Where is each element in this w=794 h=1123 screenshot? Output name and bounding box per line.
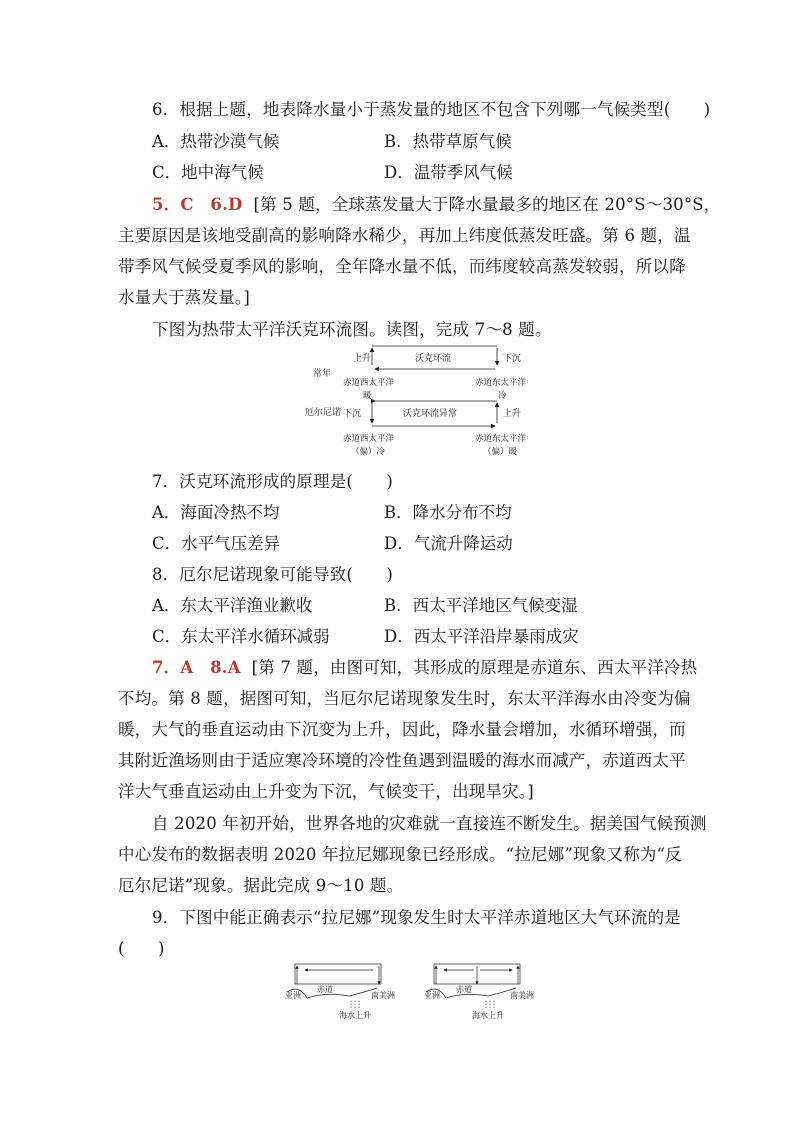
q7-option-d: D．气流升降运动: [384, 534, 513, 553]
intro-7-8: 下图为热带太平洋沃克环流图。读图，完成 7～8 题。: [152, 320, 552, 339]
label-west-2: 赤道西太平洋: [343, 434, 395, 444]
q6-stem: 6．根据上题，地表降水量小于蒸发量的地区不包含下列哪一气候类型( ): [152, 100, 711, 119]
label-walker-name: 沃克环流: [415, 354, 452, 364]
label-sink-1: 下沉: [503, 354, 522, 364]
answer-5-6-line3: 带季风气候受夏季风的影响，全年降水量不低，而纬度较高蒸发较弱，所以降: [118, 257, 686, 276]
answer-5-6-line2: 主要原因是该地受副高的影响降水稀少，再加上纬度低蒸发旺盛。第 6 题，温: [118, 226, 691, 245]
label-east-2: 赤道东太平洋: [475, 434, 527, 444]
answer-7-8-line4: 其附近渔场则由于适应寒冷环境的冷性鱼遇到温暖的海水而减产，赤道西太平: [118, 751, 686, 770]
label-upwelling: 海水上升: [472, 1011, 504, 1020]
q7-option-b: B．降水分布不均: [384, 503, 512, 522]
q6-option-a: A．热带沙漠气候: [152, 132, 280, 151]
label-equator: 赤道: [456, 985, 472, 994]
answer-text: [第 5 题，全球蒸发量大于降水量最多的地区在 20°S～30°S，: [253, 195, 721, 214]
q8-option-c: C．东太平洋水循环减弱: [152, 627, 330, 646]
circulation-box: [295, 964, 381, 984]
q9-stem: 9．下图中能正确表示“拉尼娜”现象发生时太平洋赤道地区大气环流的是: [152, 908, 681, 927]
label-south-america: 南美洲: [510, 991, 534, 1000]
q7-option-a: A．海面冷热不均: [152, 503, 280, 522]
answer-5-6-line4: 水量大于蒸发量。]: [118, 288, 250, 307]
label-east-1: 赤道东太平洋: [475, 378, 527, 388]
q7-option-c: C．水平气压差异: [152, 534, 281, 553]
label-normal: 常年: [313, 369, 332, 379]
answer-text: [第 7 题，由图可知，其形成的原理是赤道东、西太平洋冷热: [251, 658, 698, 677]
label-south-america: 南美洲: [371, 991, 395, 1000]
intro-9-10-line1: 自 2020 年初开始，世界各地的灾难就一直接连不断发生。据美国气候预测: [152, 814, 707, 833]
walker-circulation-diagram: [305, 343, 545, 458]
answer-key: 5．C 6.D: [152, 195, 243, 214]
answer-key: 7．A 8.A: [152, 658, 241, 677]
label-rise-1: 上升: [353, 354, 372, 364]
label-west-1: 赤道西太平洋: [343, 378, 395, 388]
intro-9-10-line2: 中心发布的数据表明 2020 年拉尼娜现象已经形成。“拉尼娜”现象又称为“反: [118, 845, 682, 864]
label-cold-1: 冷: [498, 391, 507, 401]
label-sink-2: 下沉: [343, 409, 362, 419]
answer-7-8-line5: 洋大气垂直运动由上升变为下沉，气候变干，出现旱灾。]: [118, 782, 534, 801]
intro-9-10-line3: 厄尔尼诺”现象。据此完成 9～10 题。: [118, 876, 404, 895]
answer-7-8: [152, 654, 697, 678]
label-warm-1: 暖: [363, 391, 372, 401]
q9-bracket: ( ): [118, 939, 165, 958]
label-rise-2: 上升: [503, 409, 522, 419]
label-equator: 赤道: [317, 985, 333, 994]
q8-stem: 8．厄尔尼诺现象可能导致( ): [152, 565, 394, 584]
label-elnino: 厄尔尼诺: [305, 408, 342, 418]
q6-option-b: B．热带草原气候: [384, 132, 512, 151]
q6-option-c: C．地中海气候: [152, 163, 264, 182]
answer-7-8-line2: 不均。第 8 题，据图可知，当厄尔尼诺现象发生时，东太平洋海水由冷变为偏: [118, 689, 691, 708]
q8-option-a: A．东太平洋渔业歉收: [152, 596, 313, 615]
label-walker-abnormal: 沃克环流异常: [403, 409, 458, 419]
label-east-2b: （偏）暖: [483, 447, 518, 457]
answer-5-6: [152, 191, 721, 215]
label-west-2b: （偏）冷: [351, 447, 386, 457]
q6-option-d: D．温带季风气候: [384, 163, 513, 182]
q8-option-d: D．西太平洋沿岸暴雨成灾: [384, 627, 579, 646]
q7-stem: 7．沃克环流形成的原理是( ): [152, 472, 394, 491]
lanina-diagram-a: [285, 962, 405, 1022]
lanina-diagram-b: [424, 962, 544, 1022]
answer-7-8-line3: 暖，大气的垂直运动由下沉变为上升，因此，降水量会增加，水循环增强，而: [118, 720, 686, 739]
label-upwelling: 海水上升: [339, 1011, 371, 1020]
label-asia: 亚洲: [424, 991, 440, 1000]
q8-option-b: B．西太平洋地区气候变湿: [384, 596, 578, 615]
label-asia: 亚洲: [285, 991, 301, 1000]
